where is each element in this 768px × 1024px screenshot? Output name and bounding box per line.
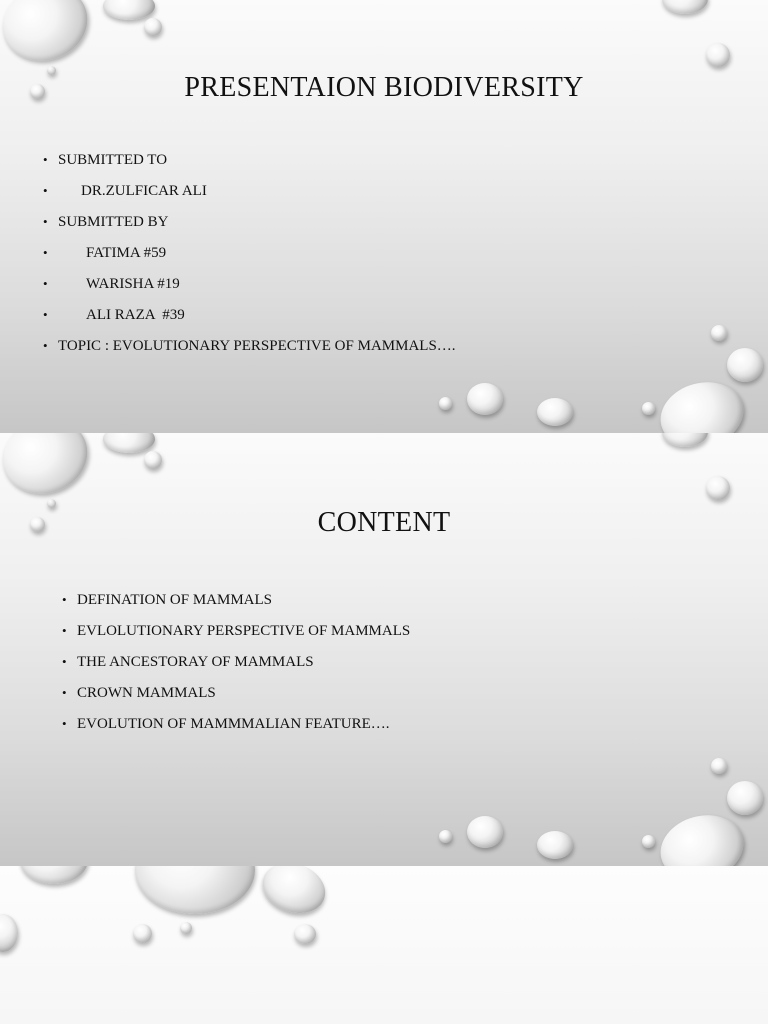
- water-drop-decoration: [135, 866, 255, 914]
- bullet-text: THE ANCESTORAY OF MAMMALS: [77, 654, 314, 670]
- bullet-text: TOPIC : EVOLUTIONARY PERSPECTIVE OF MAMMALS….: [58, 338, 456, 354]
- bullet-text: CROWN MAMMALS: [77, 685, 216, 701]
- water-drop-decoration: [662, 0, 708, 14]
- water-drop-decoration: [467, 816, 503, 848]
- water-drop-decoration: [642, 835, 655, 848]
- water-drop-decoration: [727, 348, 763, 382]
- water-drop-decoration: [439, 397, 452, 410]
- water-drop-decoration: [0, 914, 18, 952]
- water-drop-decoration: [20, 866, 88, 884]
- bullet-text: SUBMITTED TO: [58, 152, 168, 168]
- water-drop-decoration: [144, 18, 162, 36]
- water-drop-decoration: [642, 402, 655, 415]
- bullet-text: WARISHA #19: [86, 276, 180, 292]
- water-drop-decoration: [180, 922, 192, 934]
- bullet-text: DEFINATION OF MAMMALS: [77, 592, 273, 608]
- water-drop-decoration: [256, 866, 333, 921]
- water-drop-decoration: [133, 924, 152, 943]
- water-drop-decoration: [662, 433, 708, 447]
- water-drop-decoration: [144, 451, 162, 469]
- water-drop-decoration: [711, 758, 727, 774]
- bullet-text: ALI RAZA #39: [86, 307, 185, 323]
- water-drop-decoration: [711, 325, 727, 341]
- water-drop-decoration: [467, 383, 503, 415]
- water-drop-decoration: [537, 398, 573, 426]
- water-drop-decoration: [706, 43, 730, 67]
- water-drop-decoration: [537, 831, 573, 859]
- slide-title: CONTENT: [317, 507, 451, 538]
- water-drop-decoration: [706, 476, 730, 500]
- bullet-text: FATIMA #59: [86, 245, 167, 261]
- bullet-text: SUBMITTED BY: [58, 214, 169, 230]
- water-drop-decoration: [653, 373, 751, 433]
- slide-content: [0, 433, 768, 866]
- water-drop-decoration: [0, 433, 98, 505]
- bullet-text: EVOLUTION OF MAMMMALIAN FEATURE….: [77, 716, 390, 732]
- water-drop-decoration: [294, 924, 316, 944]
- water-drop-decoration: [103, 0, 155, 20]
- water-drop-decoration: [727, 781, 763, 815]
- slide-presentation-title: [0, 0, 768, 433]
- water-drop-decoration: [439, 830, 452, 843]
- bullet-text: DR.ZULFICAR ALI: [81, 183, 207, 199]
- water-drop-decoration: [653, 806, 751, 866]
- slide-partial: [0, 866, 768, 1024]
- bullet-text: EVLOLUTIONARY PERSPECTIVE OF MAMMALS: [77, 623, 411, 639]
- water-drop-decoration: [103, 433, 155, 453]
- water-drop-decoration: [0, 0, 98, 72]
- slide-title: PRESENTAION BIODIVERSITY: [184, 72, 584, 103]
